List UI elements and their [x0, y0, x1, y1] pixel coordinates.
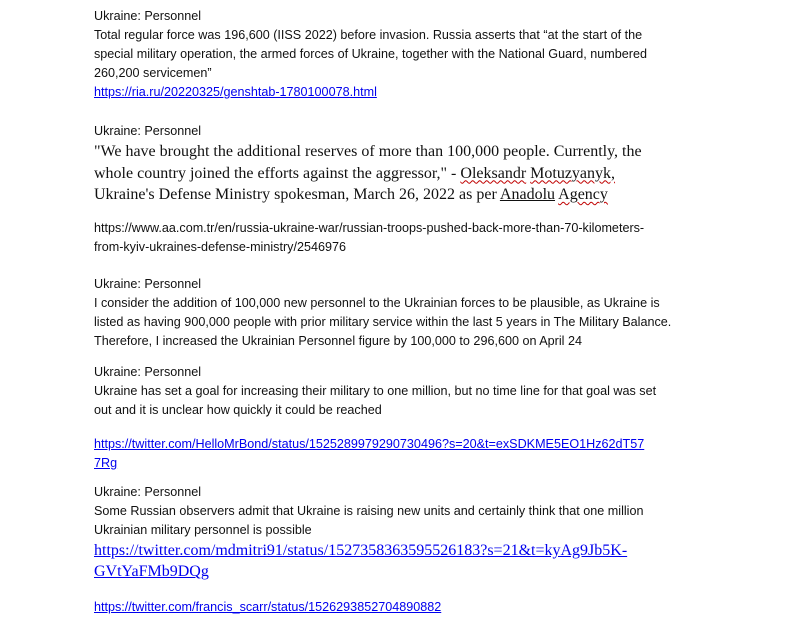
paragraph-line: Some Russian observers admit that Ukraine is raising new units and certainly think that one million — [94, 504, 644, 518]
link-line[interactable]: https://twitter.com/HelloMrBond/status/1525289979290730496?s=20&t=exSDKME5EO1Hz62dT57 — [94, 437, 645, 451]
francis-scarr-tweet-link[interactable]: https://twitter.com/francis_scarr/status/1526293852704890882 — [94, 600, 442, 614]
hellomrbond-tweet-link[interactable] — [94, 435, 734, 473]
section-3 — [94, 275, 734, 351]
paragraph-line: Therefore, I increased the Ukrainian Personnel figure by 100,000 to 296,600 on April 24 — [94, 334, 582, 348]
section-4 — [94, 363, 734, 473]
paragraph-line: special military operation, the armed forces of Ukraine, together with the National Guard, numbered — [94, 47, 648, 61]
quote-text: Ukraine's Defense Ministry spokesman, March 26, 2022 as per — [94, 186, 500, 203]
section-2 — [94, 122, 734, 257]
quote-line: "We have brought the additional reserves of more than 100,000 people. Currently, the — [94, 143, 642, 160]
section-heading: Ukraine: Personnel — [94, 124, 202, 138]
url-line: from-kyiv-ukraines-defense-ministry/2546976 — [94, 239, 346, 254]
paragraph-line: Ukraine has set a goal for increasing their military to one million, but no time line for that goal was set — [94, 384, 657, 398]
source-name-2: Agency — [558, 186, 608, 203]
quote-line — [94, 163, 734, 185]
section-heading: Ukraine: Personnel — [94, 277, 202, 291]
section-heading: Ukraine: Personnel — [94, 9, 202, 23]
paragraph-line: out and it is unclear how quickly it could be reached — [94, 403, 382, 417]
paragraph-line: 260,200 servicemen” — [94, 66, 212, 80]
paragraph-line: Total regular force was 196,600 (IISS 2022) before invasion. Russia asserts that “at the start of the — [94, 28, 643, 42]
source-name: Anadolu — [499, 186, 556, 203]
section-5 — [94, 483, 734, 617]
quote-text: whole country joined the efforts against the aggressor," - — [94, 164, 461, 182]
ria-link[interactable]: https://ria.ru/20220325/genshtab-1780100078.html — [94, 85, 377, 99]
section-heading: Ukraine: Personnel — [94, 485, 202, 499]
link-line[interactable]: GVtYaFMb9DQg — [94, 563, 209, 580]
quote-line — [94, 184, 734, 206]
mdmitri-tweet-link[interactable] — [94, 540, 734, 582]
spokesman-last-name: Motuzyanyk, — [530, 164, 616, 182]
paragraph-line: listed as having 900,000 people with prior military service within the last 5 years in The Military Balance. — [94, 315, 672, 329]
link-line[interactable]: https://twitter.com/mdmitri91/status/1527358363595526183?s=21&t=kyAg9Jb5K- — [94, 542, 628, 559]
paragraph-line: Ukrainian military personnel is possible — [94, 523, 312, 537]
spokesman-first-name: Oleksandr — [460, 164, 527, 182]
aa-url — [94, 219, 734, 257]
section-1 — [94, 7, 734, 102]
url-line: https://www.aa.com.tr/en/russia-ukraine-war/russian-troops-pushed-back-more-than-70-kilometers- — [94, 220, 645, 235]
section-heading: Ukraine: Personnel — [94, 365, 202, 379]
quote-block — [94, 141, 734, 206]
paragraph-line: I consider the addition of 100,000 new personnel to the Ukrainian forces to be plausible, as Ukraine is — [94, 296, 660, 310]
link-line[interactable]: 7Rg — [94, 456, 118, 470]
